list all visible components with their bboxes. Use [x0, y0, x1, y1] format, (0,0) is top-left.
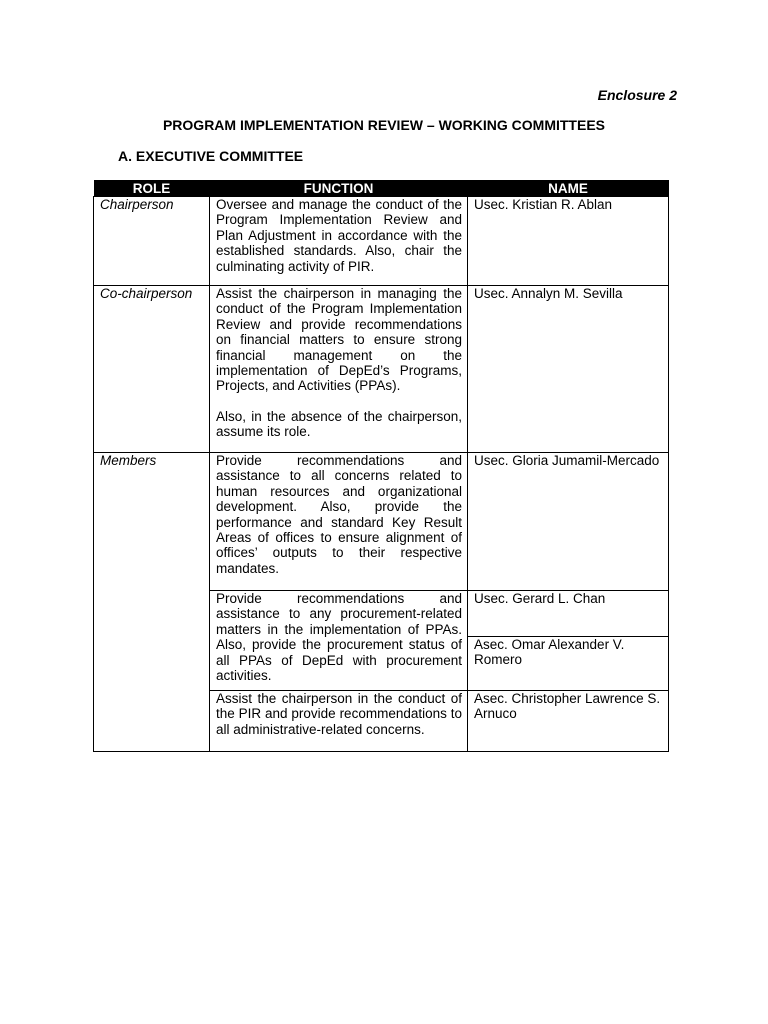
name-cell: Usec. Gerard L. Chan [468, 591, 669, 637]
section-title: A. EXECUTIVE COMMITTEE [118, 148, 304, 164]
function-cell: Oversee and manage the conduct of the Program Implementation Review and Plan Adjustment in accordance with the established standards. Also, chair the culminating activity of PIR. [210, 197, 468, 286]
column-header-role: ROLE [94, 180, 210, 197]
column-header-function: FUNCTION [210, 180, 468, 197]
role-cell: Members [94, 453, 210, 752]
column-header-name: NAME [468, 180, 669, 197]
function-cell: Provide recommendations and assistance to any procurement-related matters in the implementation of PPAs. Also, provide the procurement status of all PPAs of DepEd with procurement activities. [210, 591, 468, 691]
function-cell: Assist the chairperson in the conduct of the PIR and provide recommendations to all administrative-related concerns. [210, 691, 468, 752]
function-cell: Provide recommendations and assistance to all concerns related to human resources and organizational development. Also, provide the performance and standard Key Result Areas of offices to ensure alignment of offices’ outputs to their respective mandates. [210, 453, 468, 591]
role-cell: Co-chairperson [94, 286, 210, 453]
name-cell: Usec. Kristian R. Ablan [468, 197, 669, 286]
role-cell: Chairperson [94, 197, 210, 286]
table-header-row [94, 180, 669, 197]
name-cell: Usec. Gloria Jumamil-Mercado [468, 453, 669, 591]
function-cell [210, 286, 468, 453]
executive-committee-table [93, 180, 669, 752]
name-cell: Asec. Omar Alexander V. Romero [468, 637, 669, 691]
function-text-extra: Also, in the absence of the chairperson, assume its role. [216, 408, 462, 440]
name-cell: Asec. Christopher Lawrence S. Arnuco [468, 691, 669, 752]
table-row [94, 453, 669, 591]
document-title: PROGRAM IMPLEMENTATION REVIEW – WORKING COMMITTEES [162, 117, 606, 133]
table-row [94, 286, 669, 453]
function-text: Assist the chairperson in managing the conduct of the Program Implementation Review and provide recommendations on financial matters to ensure strong financial management on the implementation of DepEd’s Programs, Projects, and Activities (PPAs). [216, 286, 462, 394]
table-row [94, 197, 669, 286]
enclosure-label: Enclosure 2 [597, 87, 677, 103]
name-cell: Usec. Annalyn M. Sevilla [468, 286, 669, 453]
